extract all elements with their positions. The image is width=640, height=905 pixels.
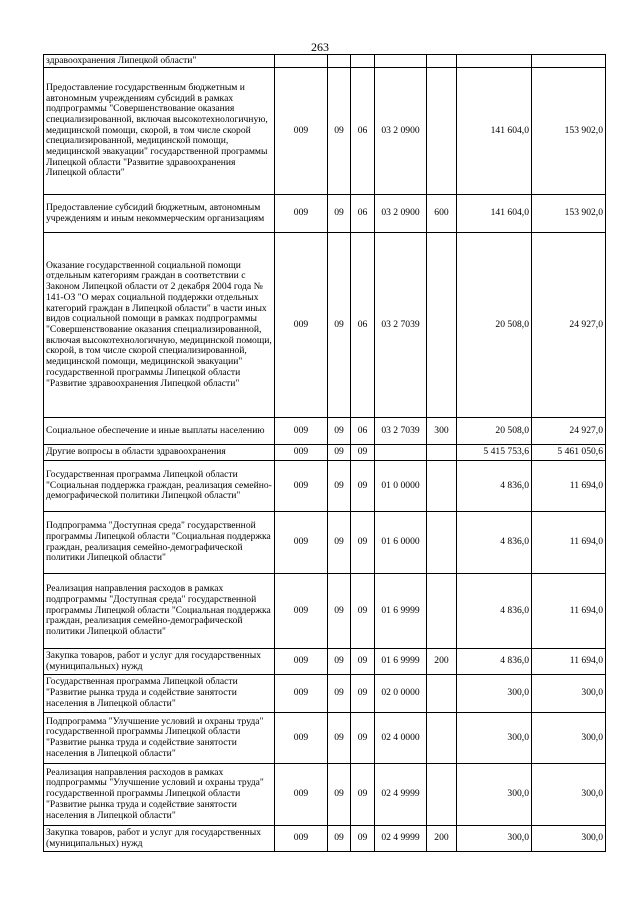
target-article-code: 02 4 0000 [375, 713, 427, 764]
expense-kind-code [427, 445, 457, 461]
row-description: Реализация направления расходов в рамках подпрограммы "Доступная среда" государственной программы Липецкой области "Социальная поддержка граждан, реализация семейно-демографической политики Липецкой области" [44, 574, 275, 649]
amount-year-2: 153 902,0 [532, 195, 606, 233]
expense-kind-code: 300 [427, 418, 457, 445]
expense-kind-code [427, 764, 457, 826]
amount-year-1: 141 604,0 [457, 195, 532, 233]
subsection-code [351, 55, 375, 68]
target-article-code: 01 6 9999 [375, 574, 427, 649]
row-description: Подпрограмма "Улучшение условий и охраны труда" государственной программы Липецкой области "Развитие рынка труда и содействие занятости населения в Липецкой области" [44, 713, 275, 764]
amount-year-2 [532, 55, 606, 68]
row-description: Подпрограмма "Доступная среда" государственной программы Липецкой области "Социальная поддержка граждан, реализация семейно-демографической политики Липецкой области" [44, 512, 275, 574]
amount-year-1: 4 836,0 [457, 574, 532, 649]
ministry-code: 009 [275, 68, 328, 195]
section-code: 09 [328, 649, 351, 675]
budget-table [43, 54, 606, 852]
table-row [44, 826, 606, 852]
row-description: Оказание государственной социальной помощи отдельным категориям граждан в соответствии с Законом Липецкой области от 2 декабря 2004 года № 141-ОЗ "О мерах социальной поддержки отдельных категорий граждан в Липецкой области" в части иных видов социальной помощи в рамках подпрограммы "Совершенствование оказания специализированной, включая высокотехнологичную, медицинской помощи, скорой, в том числе скорой специализированной, медицинской помощи, медицинской эвакуации" государственной программы Липецкой области "Развитие здравоохранения Липецкой области" [44, 233, 275, 418]
subsection-code: 06 [351, 68, 375, 195]
target-article-code: 03 2 7039 [375, 418, 427, 445]
table-row [44, 195, 606, 233]
subsection-code: 09 [351, 675, 375, 713]
section-code: 09 [328, 195, 351, 233]
section-code: 09 [328, 574, 351, 649]
target-article-code: 02 4 9999 [375, 764, 427, 826]
amount-year-1 [457, 55, 532, 68]
amount-year-2: 11 694,0 [532, 461, 606, 512]
subsection-code: 06 [351, 195, 375, 233]
amount-year-1: 300,0 [457, 826, 532, 852]
table-row [44, 574, 606, 649]
expense-kind-code [427, 675, 457, 713]
amount-year-2: 300,0 [532, 713, 606, 764]
table-row [44, 233, 606, 418]
ministry-code: 009 [275, 512, 328, 574]
ministry-code [275, 55, 328, 68]
section-code: 09 [328, 68, 351, 195]
subsection-code: 09 [351, 649, 375, 675]
ministry-code: 009 [275, 445, 328, 461]
section-code: 09 [328, 445, 351, 461]
expense-kind-code [427, 68, 457, 195]
amount-year-2: 11 694,0 [532, 512, 606, 574]
expense-kind-code: 200 [427, 826, 457, 852]
amount-year-2: 11 694,0 [532, 649, 606, 675]
ministry-code: 009 [275, 675, 328, 713]
ministry-code: 009 [275, 826, 328, 852]
table-row [44, 445, 606, 461]
amount-year-2: 5 461 050,6 [532, 445, 606, 461]
target-article-code [375, 445, 427, 461]
table-row [44, 418, 606, 445]
ministry-code: 009 [275, 713, 328, 764]
expense-kind-code [427, 461, 457, 512]
expense-kind-code: 600 [427, 195, 457, 233]
target-article-code: 03 2 0900 [375, 195, 427, 233]
target-article-code: 01 6 9999 [375, 649, 427, 675]
subsection-code: 06 [351, 418, 375, 445]
section-code: 09 [328, 418, 351, 445]
amount-year-1: 300,0 [457, 713, 532, 764]
section-code: 09 [328, 826, 351, 852]
row-description: здравоохранения Липецкой области" [44, 55, 275, 68]
amount-year-1: 4 836,0 [457, 649, 532, 675]
amount-year-2: 153 902,0 [532, 68, 606, 195]
table-row [44, 512, 606, 574]
amount-year-1: 300,0 [457, 764, 532, 826]
expense-kind-code [427, 55, 457, 68]
target-article-code: 01 6 0000 [375, 512, 427, 574]
ministry-code: 009 [275, 764, 328, 826]
section-code: 09 [328, 461, 351, 512]
amount-year-2: 24 927,0 [532, 418, 606, 445]
row-description: Государственная программа Липецкой области "Социальная поддержка граждан, реализация семейно-демографической политики Липецкой области" [44, 461, 275, 512]
table-row [44, 55, 606, 68]
ministry-code: 009 [275, 195, 328, 233]
expense-kind-code [427, 574, 457, 649]
row-description: Реализация направления расходов в рамках подпрограммы "Улучшение условий и охраны труда" государственной программы Липецкой области "Развитие рынка труда и содействие занятости населения в Липецкой области" [44, 764, 275, 826]
amount-year-1: 300,0 [457, 675, 532, 713]
target-article-code [375, 55, 427, 68]
table-row [44, 675, 606, 713]
amount-year-1: 4 836,0 [457, 512, 532, 574]
amount-year-1: 141 604,0 [457, 68, 532, 195]
row-description: Другие вопросы в области здравоохранения [44, 445, 275, 461]
subsection-code: 09 [351, 445, 375, 461]
target-article-code: 02 0 0000 [375, 675, 427, 713]
expense-kind-code [427, 713, 457, 764]
amount-year-1: 20 508,0 [457, 233, 532, 418]
table-row [44, 649, 606, 675]
row-description: Социальное обеспечение и иные выплаты населению [44, 418, 275, 445]
subsection-code: 09 [351, 826, 375, 852]
subsection-code: 09 [351, 461, 375, 512]
amount-year-2: 11 694,0 [532, 574, 606, 649]
row-description: Закупка товаров, работ и услуг для государственных (муниципальных) нужд [44, 649, 275, 675]
ministry-code: 009 [275, 574, 328, 649]
row-description: Государственная программа Липецкой области "Развитие рынка труда и содействие занятости населения в Липецкой области" [44, 675, 275, 713]
subsection-code: 06 [351, 233, 375, 418]
amount-year-2: 300,0 [532, 826, 606, 852]
table-row [44, 764, 606, 826]
amount-year-2: 24 927,0 [532, 233, 606, 418]
amount-year-2: 300,0 [532, 675, 606, 713]
amount-year-1: 20 508,0 [457, 418, 532, 445]
row-description: Предоставление субсидий бюджетным, автономным учреждениям и иным некоммерческим организациям [44, 195, 275, 233]
row-description: Закупка товаров, работ и услуг для государственных (муниципальных) нужд [44, 826, 275, 852]
subsection-code: 09 [351, 574, 375, 649]
amount-year-1: 4 836,0 [457, 461, 532, 512]
section-code: 09 [328, 675, 351, 713]
expense-kind-code: 200 [427, 649, 457, 675]
table-row [44, 461, 606, 512]
subsection-code: 09 [351, 713, 375, 764]
page-number: 263 [311, 40, 329, 54]
section-code: 09 [328, 233, 351, 418]
ministry-code: 009 [275, 461, 328, 512]
expense-kind-code [427, 512, 457, 574]
section-code: 09 [328, 764, 351, 826]
section-code: 09 [328, 713, 351, 764]
ministry-code: 009 [275, 233, 328, 418]
ministry-code: 009 [275, 649, 328, 675]
target-article-code: 02 4 9999 [375, 826, 427, 852]
amount-year-2: 300,0 [532, 764, 606, 826]
subsection-code: 09 [351, 512, 375, 574]
section-code [328, 55, 351, 68]
subsection-code: 09 [351, 764, 375, 826]
ministry-code: 009 [275, 418, 328, 445]
section-code: 09 [328, 512, 351, 574]
target-article-code: 03 2 0900 [375, 68, 427, 195]
amount-year-1: 5 415 753,6 [457, 445, 532, 461]
table-row [44, 713, 606, 764]
row-description: Предоставление государственным бюджетным и автономным учреждениям субсидий в рамках подпрограммы "Совершенствование оказания специализированной, включая высокотехнологичную, медицинской помощи, скорой, в том числе скорой специализированной, медицинской помощи, медицинской эвакуации" государственной программы Липецкой области "Развитие здравоохранения Липецкой области" [44, 68, 275, 195]
expense-kind-code [427, 233, 457, 418]
table-row [44, 68, 606, 195]
target-article-code: 01 0 0000 [375, 461, 427, 512]
target-article-code: 03 2 7039 [375, 233, 427, 418]
